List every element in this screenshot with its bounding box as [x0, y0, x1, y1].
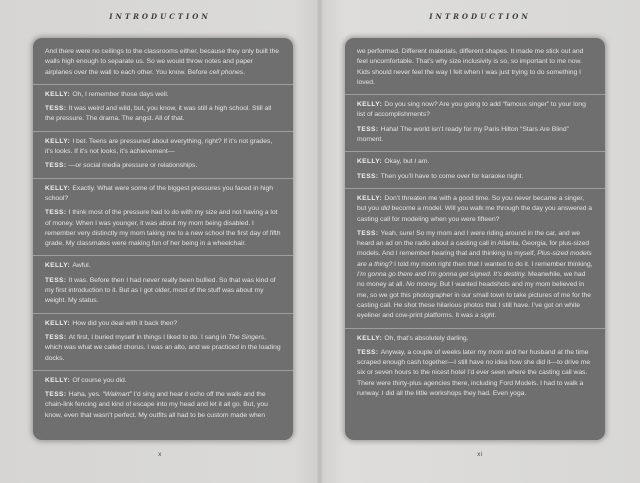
plain-text: Meanwhile, we had no money at all.: [357, 271, 586, 289]
speaker-label: KELLY:: [45, 262, 73, 270]
plain-text: become a model. Will you walk me through the day you answered a casting call for modeling when you were fifteen?: [357, 205, 593, 223]
speaker-label: TESS:: [45, 209, 69, 217]
page-number: xi: [477, 451, 483, 458]
speaker-label: TESS:: [45, 105, 69, 113]
dialogue-paragraph: [357, 194, 593, 225]
plain-text: Anyway, a couple of weeks later my mom and her husband at the time scraped enough cash together—I still have no idea how she did it—to drive me six or seven hours to the nicest hotel I’d ever seen where the casting call was. There were thirty-plus agencies there, including Ford Models. I had to walk a runway. I did all the little workshops they had. Even yoga.: [357, 348, 591, 398]
dialogue-paragraph: [45, 184, 281, 205]
plain-text: Yeah, sure! So my mom and I were riding around in the car, and we heard an ad on the radio about a casting call in Atlanta, Georgia, for plus-sized models. And I remember hearing that and thinking to myself,: [357, 229, 590, 258]
speaker-label: KELLY:: [45, 90, 73, 98]
plain-text: I told my mom right then that I wanted to do it. I remember thinking,: [392, 260, 593, 268]
dialogue-paragraph: [45, 376, 281, 386]
page-right: [320, 0, 640, 483]
plain-text: How did you deal with it back then?: [72, 319, 178, 327]
dialogue-paragraph: [45, 208, 281, 249]
dialogue-paragraph: [45, 161, 281, 171]
dialogue-panel: [33, 38, 293, 440]
speaker-label: KELLY:: [45, 376, 73, 384]
speaker-label: KELLY:: [357, 158, 385, 166]
plain-text: At first, I buried myself in things I liked to do. I sang in: [68, 333, 229, 341]
plain-text: Oh, I remember those days well.: [72, 90, 169, 98]
speaker-label: KELLY:: [45, 319, 73, 327]
plain-text: I bet. Teens are pressured about everything, right? If it’s not grades, it’s looks. If it’s not looks, it’s achievement—: [45, 137, 273, 156]
italic-text: “Walmart”: [102, 391, 132, 399]
speaker-label: TESS:: [357, 172, 381, 180]
plain-text: .: [494, 312, 497, 320]
dialogue-section: [345, 328, 605, 406]
italic-text: Plus-sized models are a thing?: [357, 250, 592, 268]
running-header: INTRODUCTION: [429, 12, 531, 21]
speaker-label: KELLY:: [357, 334, 385, 342]
dialogue-section: [33, 131, 293, 178]
speaker-label: KELLY:: [357, 101, 385, 109]
plain-text: .: [243, 68, 245, 76]
dialogue-paragraph: [357, 172, 593, 182]
plain-text: Exactly. What were some of the biggest pressures you faced in high school?: [45, 184, 273, 202]
dialogue-section: [33, 178, 293, 256]
dialogue-paragraph: [357, 348, 593, 399]
dialogue-section: [345, 42, 605, 94]
page-number: x: [158, 451, 162, 458]
italic-text: did: [380, 205, 390, 213]
narration-paragraph: [45, 47, 281, 78]
dialogue-section: [33, 370, 293, 427]
plain-text: And there were no ceilings to the classrooms either, because they only built the walls high enough to separate us. So we would throw notes and paper airplanes over the wall to each other. You know. Before: [45, 48, 280, 76]
dialogue-section: [33, 42, 293, 84]
dialogue-paragraph: [45, 319, 281, 329]
dialogue-section: [33, 255, 293, 312]
speaker-label: KELLY:: [45, 184, 73, 192]
dialogue-section: [345, 151, 605, 188]
speaker-label: TESS:: [357, 125, 381, 133]
plain-text: , which was what we called chorus. I was an alto, and we practiced in the loading docks.: [45, 333, 281, 362]
italic-text: cell phones: [209, 68, 244, 76]
speaker-label: TESS:: [45, 276, 69, 284]
speaker-label: TESS:: [45, 391, 69, 399]
dialogue-paragraph: [45, 104, 281, 125]
dialogue-paragraph: [45, 276, 281, 307]
dialogue-paragraph: [45, 261, 281, 271]
plain-text: Then you’ll have to come over for karaoke night.: [380, 172, 524, 180]
dialogue-paragraph: [357, 229, 593, 322]
speaker-label: TESS:: [45, 162, 69, 170]
plain-text: —or social media pressure or relationships.: [68, 162, 198, 170]
plain-text: Don’t threaten me with a good time. So you never became a singer, but you: [357, 194, 584, 213]
dialogue-paragraph: [357, 125, 593, 146]
dialogue-paragraph: [357, 334, 593, 344]
dialogue-section: [33, 313, 293, 370]
speaker-label: KELLY:: [45, 137, 73, 145]
plain-text: Awful.: [72, 262, 91, 270]
plain-text: I think most of the pressure had to do with my size and not having a lot of money. When I was younger, it was about my mom being disabled. I remember very distinctly my mom taking me to a new school the first day of fifth grade. My classmates were making fun of her being in a wheelchair.: [45, 209, 281, 248]
plain-text: Oh, that’s absolutely darling.: [384, 334, 469, 342]
plain-text: It was weird and wild, but, you know, it was still a high school. Still all the pressure. The drama. The angst. All of that.: [45, 105, 272, 123]
dialogue-paragraph: [357, 100, 593, 121]
plain-text: It was. Before then I had never really been bullied. So that was kind of my first introduction to it. But as I got older, most of the stuff was about my weight. My status.: [45, 276, 276, 305]
running-header: INTRODUCTION: [109, 12, 211, 21]
plain-text: Do you sing now? Are you going to add “famous singer” to your long list of accomplishments?: [357, 101, 586, 119]
dialogue-paragraph: [45, 90, 281, 100]
dialogue-paragraph: [45, 333, 281, 364]
dialogue-paragraph: [45, 137, 281, 158]
dialogue-section: [345, 188, 605, 328]
italic-text: I’m gonna go there and I’m gonna get signed. It’s destiny.: [357, 271, 527, 279]
italic-text: a sight: [474, 312, 495, 320]
plain-text: Okay, but: [384, 158, 415, 166]
dialogue-paragraph: [45, 390, 281, 421]
dialogue-section: [345, 94, 605, 151]
narration-paragraph: [357, 47, 593, 88]
plain-text: Of course you did.: [72, 376, 127, 384]
dialogue-panel: [345, 38, 605, 440]
speaker-label: KELLY:: [357, 194, 385, 202]
plain-text: I’d sing and hear it echo off the walls and the chain-link fencing and kind of escape into my head and let it all go. But, you know, even that wasn’t perfect. My outfits all had to be custom made when: [45, 391, 268, 419]
plain-text: money. But I wanted headshots and my mom believed in me, so we got this photographer in our small town to take pictures of me for the casting call. He shot these hilarious photos that I still have. I’ve got on white eyeliner and cow-print platforms. It was: [357, 281, 592, 320]
speaker-label: TESS:: [357, 348, 381, 356]
plain-text: am.: [416, 158, 430, 166]
italic-text: No: [406, 281, 415, 289]
italic-text: I: [414, 158, 417, 166]
italic-text: The Singers: [228, 333, 265, 341]
speaker-label: TESS:: [357, 229, 381, 237]
plain-text: we performed. Different materials, different shapes. It made me stick out and feel uncomfortable. That’s why size inclusivity is so, so important to me now. Kids should never feel the way I felt when I was just trying to do something I loved.: [357, 48, 584, 86]
dialogue-section: [33, 84, 293, 131]
dialogue-paragraph: [357, 157, 593, 167]
plain-text: Haha, yes.: [68, 391, 103, 399]
plain-text: Haha! The world isn’t ready for my Paris Hilton “Stars Are Blind” moment.: [357, 125, 569, 144]
speaker-label: TESS:: [45, 333, 69, 341]
